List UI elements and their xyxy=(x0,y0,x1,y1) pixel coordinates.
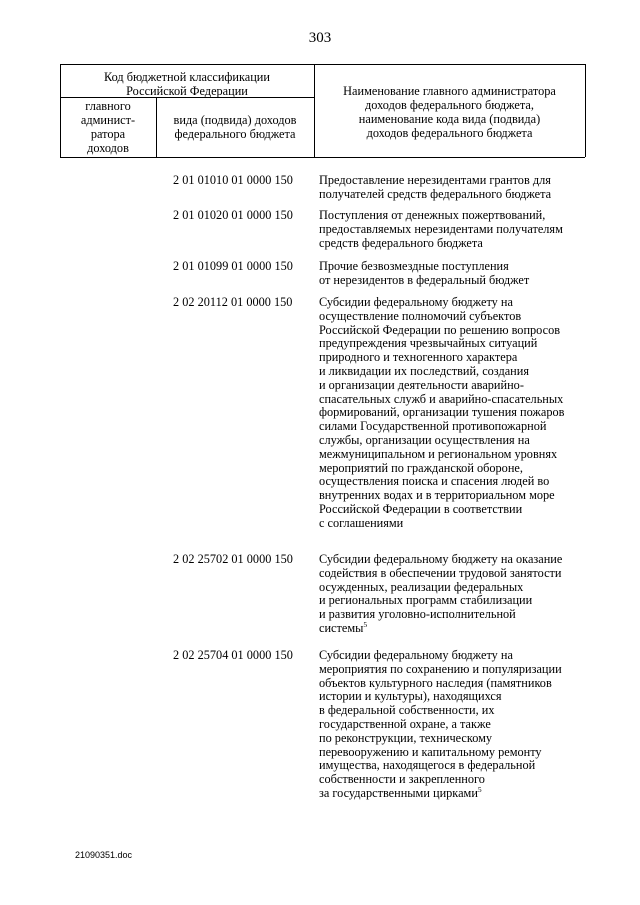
document-filename: 21090351.doc xyxy=(75,850,133,860)
revenue-code: 2 02 20112 01 0000 150 xyxy=(173,295,293,309)
header-group-title: Код бюджетной классификации Российской Федерации xyxy=(104,70,270,98)
revenue-code: 2 01 01010 01 0000 150 xyxy=(173,173,293,187)
header-code-column: вида (подвида) доходов федерального бюджета xyxy=(173,113,297,141)
revenue-code: 2 02 25702 01 0000 150 xyxy=(173,552,293,566)
header-name-column: Наименование главного администратора доходов федерального бюджета, наименование кода вида (подвида) доходов федерального бюджета xyxy=(343,84,556,140)
revenue-name: Прочие безвозмездные поступления от нерезидентов в федеральный бюджет xyxy=(319,259,530,287)
footnote-marker: 5 xyxy=(363,619,368,629)
header-top-rule xyxy=(60,64,585,65)
revenue-name: Субсидии федеральному бюджету на осуществление полномочий субъектов Российской Федерации по решению вопросов предупреждения чрезвычайных ситуаций природного и техногенного характера и ликвидации их последствий, создания и организации деятельности аварийно- спасательных служб и аварийно-спасательных формирований, организации тушения пожаров силами Государственной противопожарной службы, организации осуществления на межмуниципальном и региональном уровнях мероприятий по гражданской обороне, осуществления поиска и спасения людей во внутренних водах и в территориальном море Российской Федерации в соответствии с соглашениями xyxy=(319,295,565,530)
footnote-marker: 5 xyxy=(477,784,482,794)
page-number: 303 xyxy=(308,30,332,46)
revenue-code: 2 02 25704 01 0000 150 xyxy=(173,648,293,662)
revenue-code: 2 01 01099 01 0000 150 xyxy=(173,259,293,273)
header-admin-column: главного админист- ратора доходов xyxy=(80,99,136,155)
header-right-border xyxy=(585,64,586,157)
header-bottom-rule xyxy=(60,157,585,158)
revenue-name: Предоставление нерезидентами грантов для получателей средств федерального бюджета xyxy=(319,173,552,201)
revenue-code: 2 01 01020 01 0000 150 xyxy=(173,208,293,222)
revenue-name: Субсидии федеральному бюджету на оказание содействия в обеспечении трудовой занятости осужденных, реализации федеральных и региональных программ стабилизации и развития уголовно-исполнительной системы$^5$ xyxy=(319,552,563,635)
revenue-name: Субсидии федеральному бюджету на мероприятия по сохранению и популяризации объектов культурного наследия (памятников истории и культуры), находящихся в федеральной собственности, их государственной охране, а также по реконструкции, техническому перевооружению и капитальному ремонту имущества, находящегося в федеральной собственности и закрепленного за государственными цирками$^5$ xyxy=(319,648,562,800)
revenue-name: Поступления от денежных пожертвований, предоставляемых нерезидентами получателям средств федерального бюджета xyxy=(319,208,563,250)
